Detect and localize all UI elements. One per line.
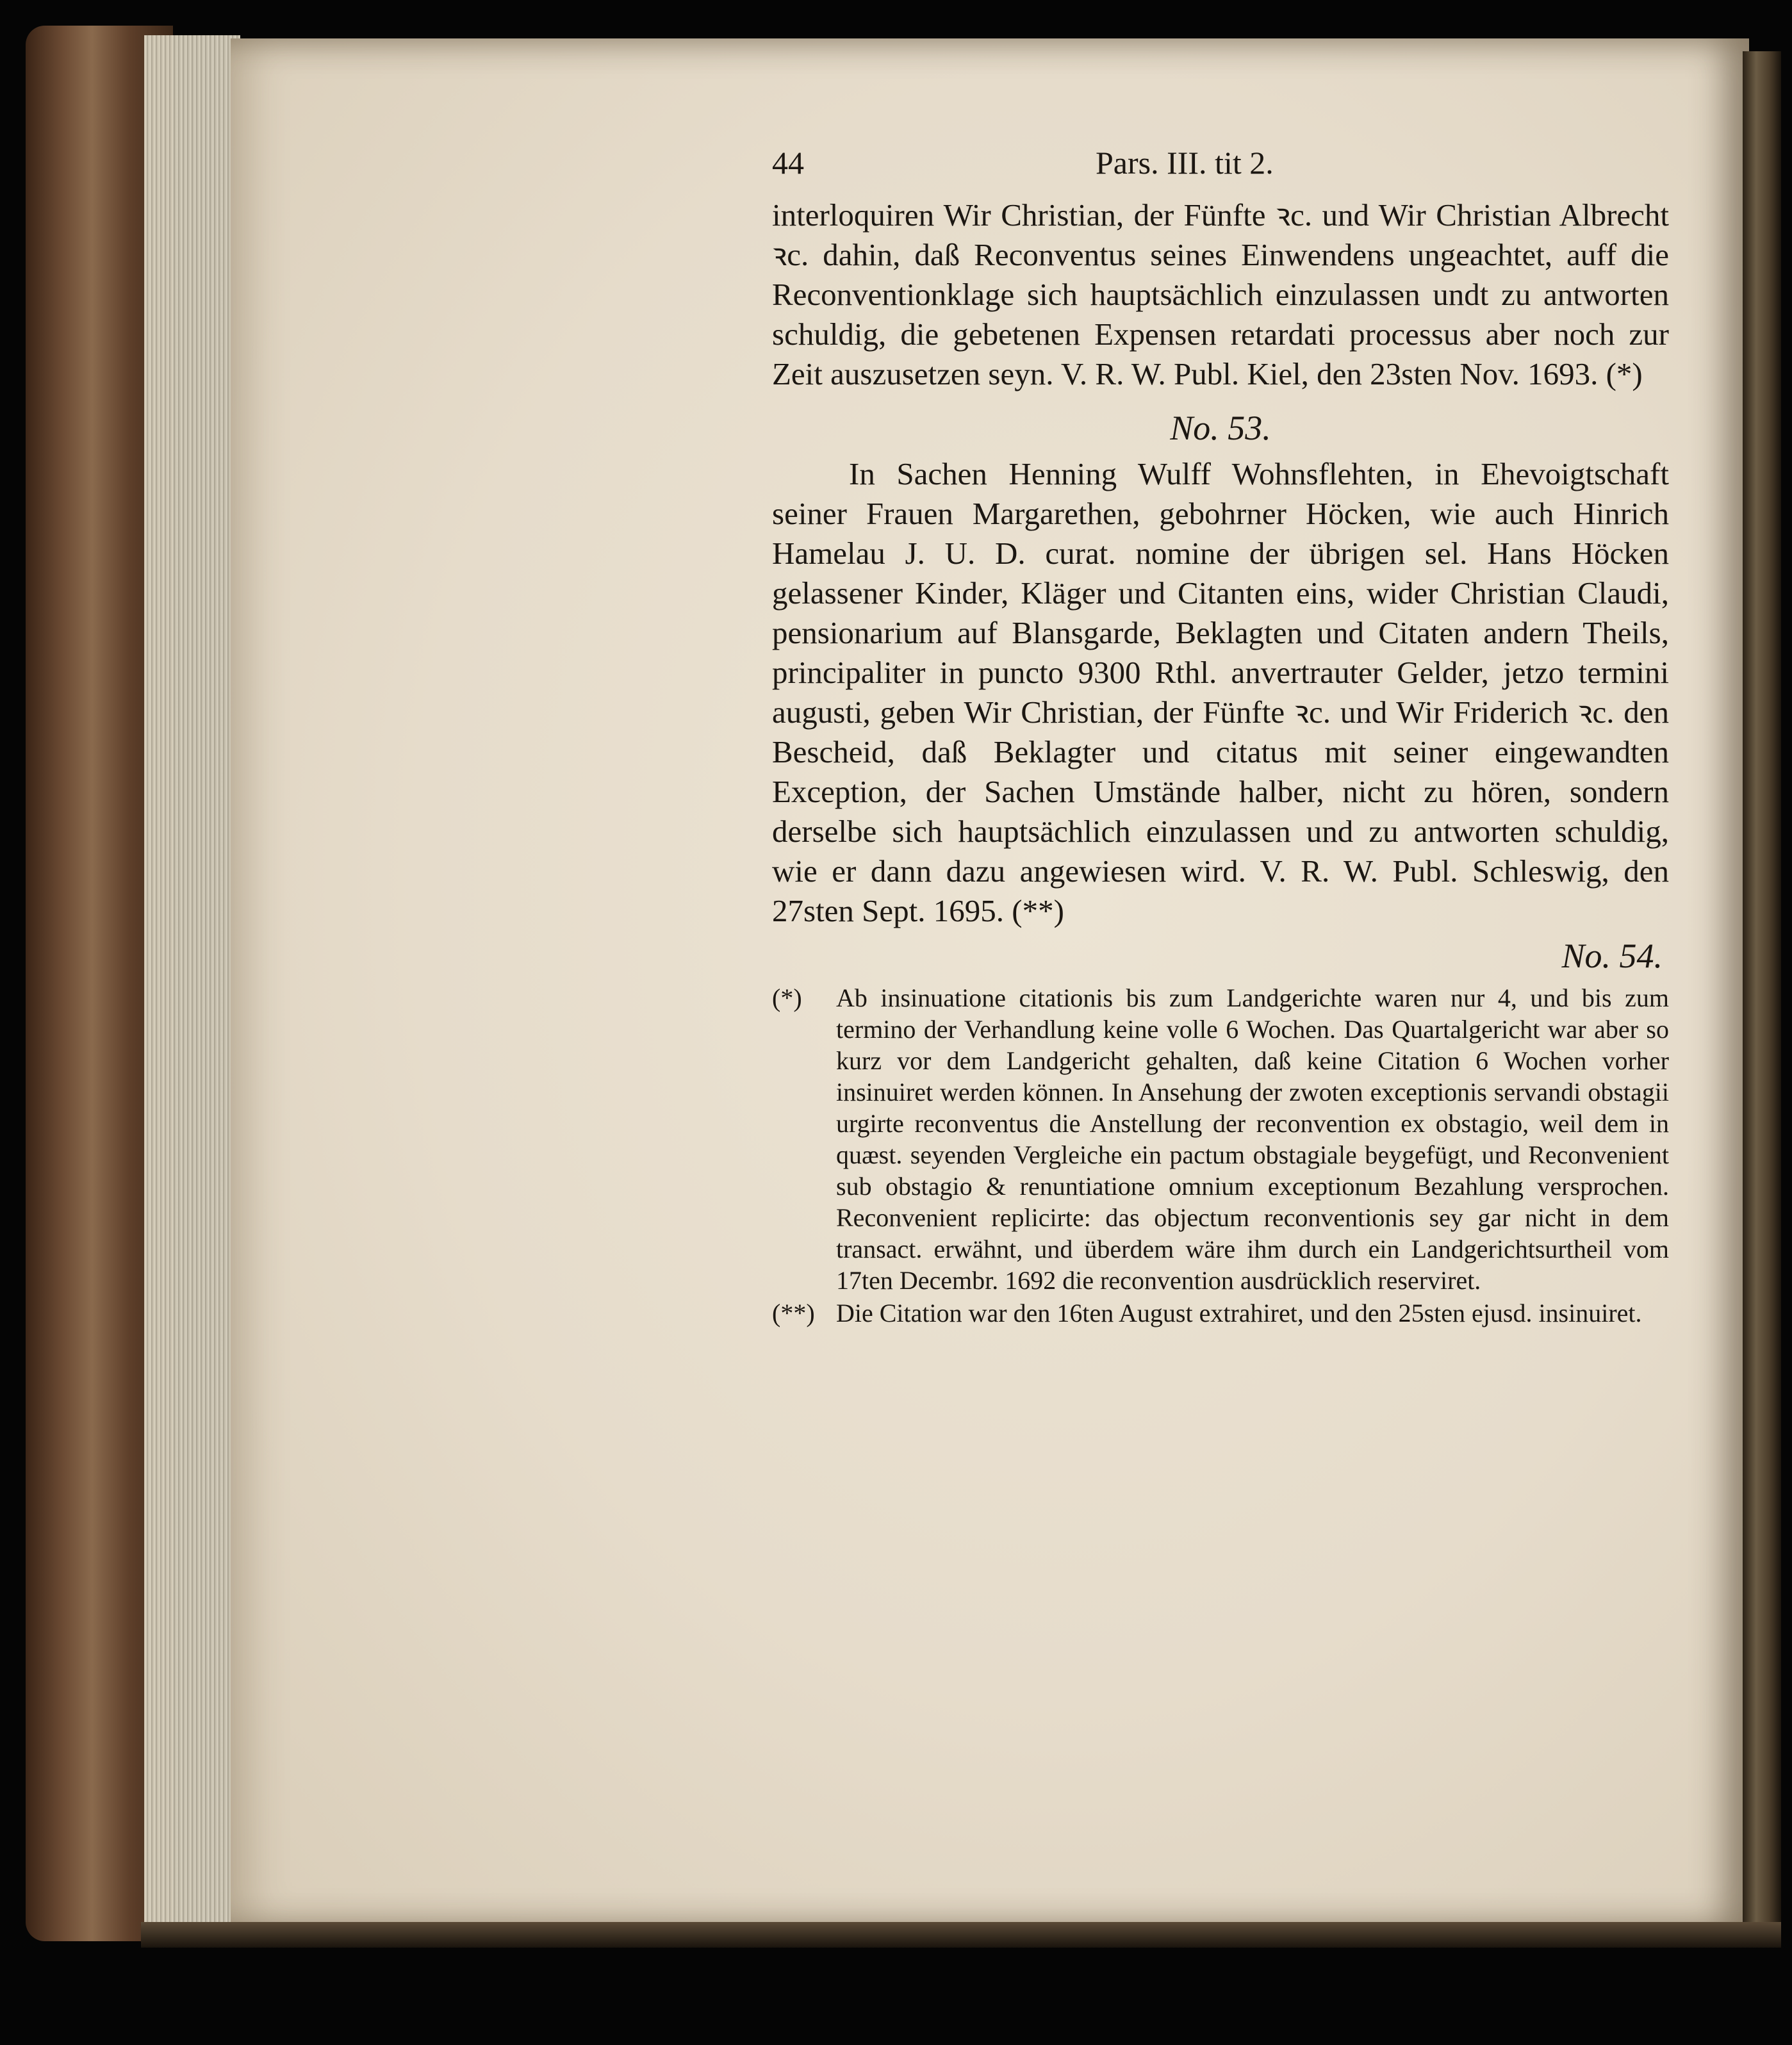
section-heading-53: No. 53. bbox=[1170, 409, 1271, 447]
footnotes bbox=[772, 982, 1669, 1329]
page-edges bbox=[144, 35, 240, 1932]
footnote-1 bbox=[772, 982, 1669, 1296]
text-block bbox=[772, 144, 1669, 1330]
paragraph-continued: interloquiren Wir Christian, der Fünfte ꝛc. und Wir Christian Albrecht ꝛc. dahin, daß Reconventus seines Einwendens ungeachtet, auff die Reconventionklage sich hauptsächlich einzulassen undt zu antworten schuldig, die gebetenen Expensen retardati processus aber noch zur Zeit auszusetzen seyn. V. R. W. Publ. Kiel, den 23sten Nov. 1693. (*) bbox=[772, 197, 1669, 391]
footnote-2 bbox=[772, 1297, 1669, 1329]
footnote-marker: (**) bbox=[772, 1299, 815, 1327]
footnote-text: Ab insinuatione citationis bis zum Landgerichte waren nur 4, und bis zum termino der Verhandlung keine volle 6 Wochen. Das Quartalgericht war aber so kurz vor dem Landgericht gehalten, daß keine Citation 6 Wochen vorher insinuiret werden können. In Ansehung der zwoten exceptionis servandi obstagii urgirte reconventus die Anstellung der reconvention ex obstagio, weil dem in quæst. seyenden Vergleiche ein pactum obstagiale beygefügt, und Reconvenient sub obstagio & renuntiatione omnium exceptionum Bezahlung versprochen. Reconvenient replicirte: das objectum reconventionis sey gar nicht in dem transact. erwähnt, und überdem wäre ihm durch ein Landgerichtsurtheil vom 17ten Decembr. 1692 die reconvention ausdrücklich reserviret. bbox=[836, 983, 1669, 1295]
page-number: 44 bbox=[772, 145, 804, 181]
footnote-marker: (*) bbox=[772, 983, 802, 1012]
running-head bbox=[772, 144, 1669, 195]
facing-page-edge bbox=[1743, 51, 1781, 1922]
book-bottom-edge bbox=[141, 1922, 1781, 1948]
paragraph-53: In Sachen Henning Wulff Wohnsflehten, in Ehevoigtschaft seiner Frauen Margarethen, gebohrner Höcken, wie auch Hinrich Hamelau J. U. D. curat. nomine der übrigen sel. Hans Höcken gelassener Kinder, Kläger und Citanten eins, wider Christian Claudi, pensionarium auf Blansgarde, Beklagten und Citaten andern Theils, principaliter in puncto 9300 Rthl. anvertrauter Gelder, jetzo termini augusti, geben Wir Christian, der Fünfte ꝛc. und Wir Friderich ꝛc. den Bescheid, daß Beklagter und citatus mit seiner eingewandten Exception, der Sachen Umstände halber, nicht zu hören, sondern derselbe sich hauptsächlich einzulassen und zu antworten schuldig, wie er dann dazu angewiesen wird. V. R. W. Publ. Schleswig, den 27sten Sept. 1695. (**) bbox=[772, 456, 1669, 928]
running-head-title: Pars. III. tit 2. bbox=[1096, 145, 1274, 181]
section-heading-54: No. 54. bbox=[1561, 937, 1663, 975]
footnote-text: Die Citation war den 16ten August extrahiret, und den 25sten ejusd. insinuiret. bbox=[836, 1299, 1642, 1327]
